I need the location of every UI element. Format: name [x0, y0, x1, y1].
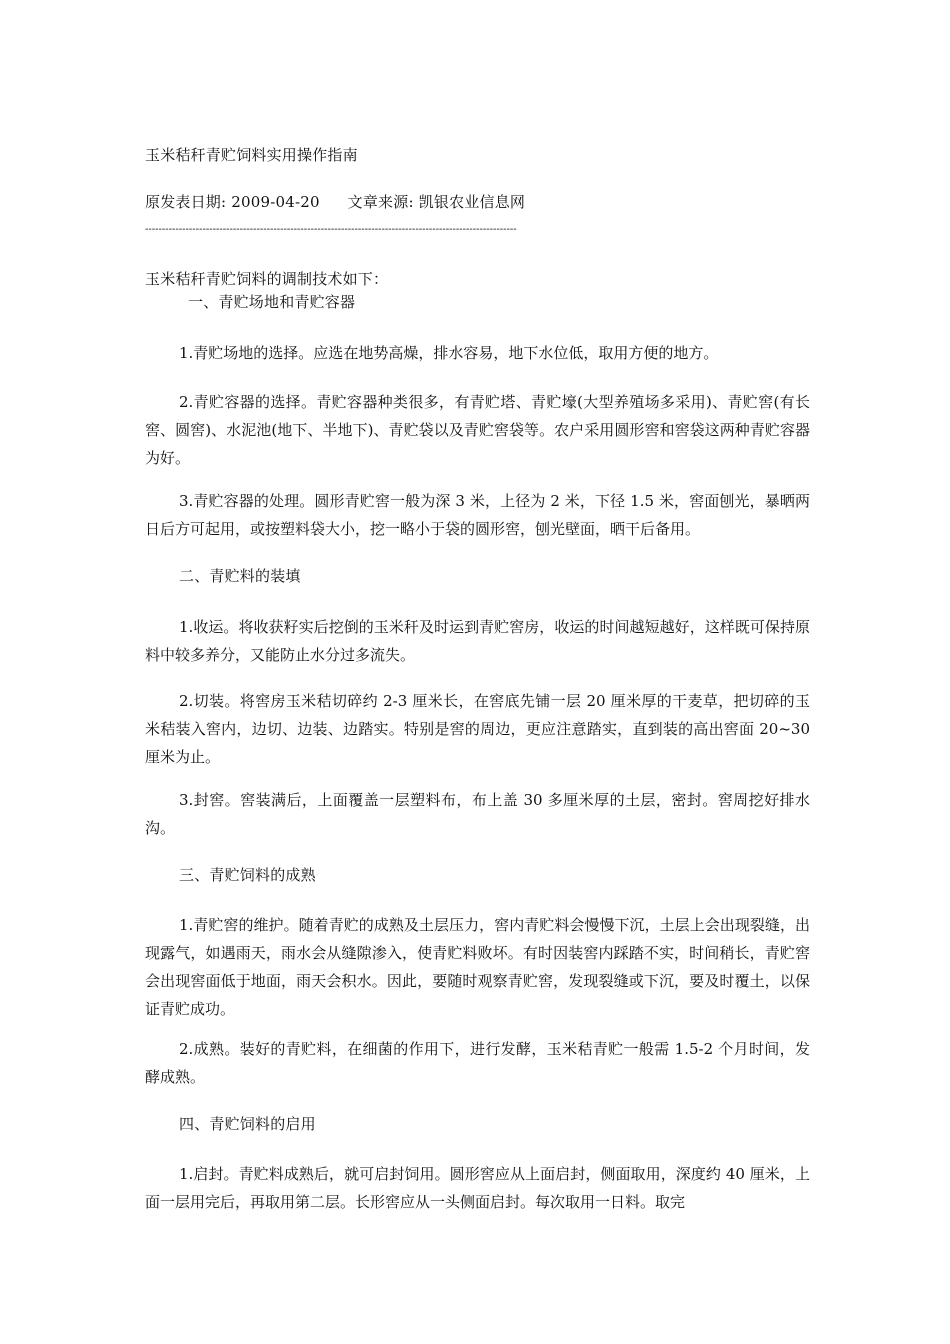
separator-line: --------------------------------------------------------------------------------------------------------------: [145, 224, 517, 235]
section-4-paragraph-1: 1.启封。青贮料成熟后，就可启封饲用。圆形窖应从上面启封，侧面取用，深度约 40 厘米，上面一层用完后，再取用第二层。长形窖应从一头侧面启封。每次取用一日料。取完: [145, 1165, 810, 1211]
source-label: 文章来源:: [347, 193, 414, 211]
section-2-paragraph-1: 1.收运。将收获籽实后挖倒的玉米秆及时运到青贮窖房，收运的时间越短越好，这样既可保持原料中较多养分，又能防止水分过多流失。: [145, 618, 810, 664]
date-label: 原发表日期:: [145, 193, 227, 211]
section-1-paragraph-2: 2.青贮容器的选择。青贮容器种类很多，有青贮塔、青贮壕(大型养殖场多采用)、青贮窖(有长窖、圆窖)、水泥池(地下、半地下)、青贮袋以及青贮窖袋等。农户采用圆形窖和窖袋这两种青贮容器为好。: [145, 393, 810, 467]
document-title: 玉米秸秆青贮饲料实用操作指南: [145, 146, 358, 164]
intro-text: 玉米秸秆青贮饲料的调制技术如下：: [145, 270, 389, 288]
section-heading-3: 三、青贮饲料的成熟: [179, 866, 316, 884]
section-2-paragraph-3: 3.封窖。窖装满后，上面覆盖一层塑料布，布上盖 30 多厘米厚的土层，密封。窖周挖好排水沟。: [145, 791, 810, 837]
source-value: 凯银农业信息网: [418, 193, 526, 211]
section-heading-2: 二、青贮料的装填: [179, 567, 301, 585]
section-2-paragraph-2: 2.切装。将窖房玉米秸切碎约 2-3 厘米长，在窖底先铺一层 20 厘米厚的干麦草，把切碎的玉米秸装入窖内，边切、边装、边踏实。特别是窖的周边，更应注意踏实，直到装的高出窖面 20~30 厘米为止。: [145, 692, 810, 766]
section-3-paragraph-2: 2.成熟。装好的青贮料，在细菌的作用下，进行发酵，玉米秸青贮一般需 1.5-2 个月时间，发酵成熟。: [145, 1040, 810, 1086]
document-meta: [145, 188, 810, 216]
section-heading-1: 一、青贮场地和青贮容器: [188, 293, 356, 311]
section-1-paragraph-3: 3.青贮容器的处理。圆形青贮窖一般为深 3 米，上径为 2 米，下径 1.5 米，窖面刨光，暴晒两日后方可起用，或按塑料袋大小，挖一略小于袋的圆形窖，刨光壁面，晒干后备用。: [145, 492, 810, 538]
date-value: 2009-04-20: [231, 193, 320, 211]
section-heading-4: 四、青贮饲料的启用: [179, 1115, 316, 1133]
section-3-paragraph-1: 1.青贮窖的维护。随着青贮的成熟及土层压力，窖内青贮料会慢慢下沉，土层上会出现裂缝，出现露气，如遇雨天，雨水会从缝隙渗入，使青贮料败坏。有时因装窖内踩踏不实，时间稍长，青贮窖会出现窖面低于地面，雨天会积水。因此，要随时观察青贮窖，发现裂缝或下沉，要及时覆土，以保证青贮成功。: [145, 916, 810, 1018]
section-1-paragraph-1: 1.青贮场地的选择。应选在地势高燥，排水容易，地下水位低，取用方便的地方。: [179, 344, 719, 362]
